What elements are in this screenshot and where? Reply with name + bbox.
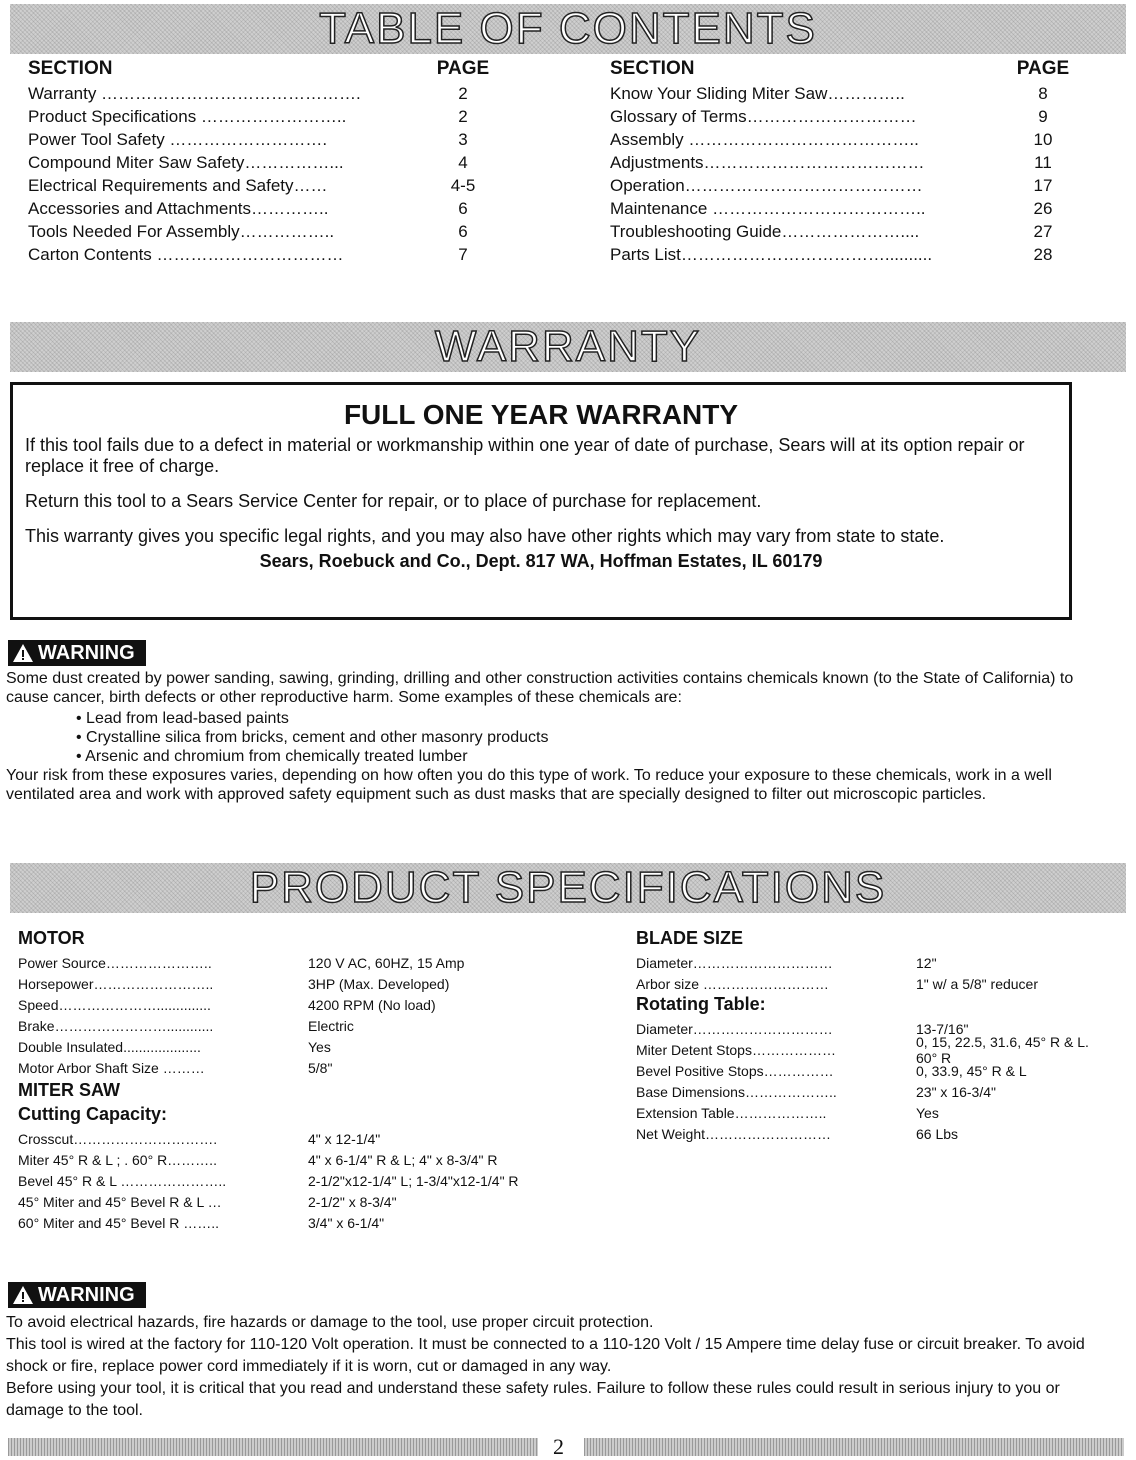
spec-row bbox=[18, 973, 578, 994]
warning-badge bbox=[8, 1282, 146, 1308]
toc-page-number: 8 bbox=[1038, 83, 1048, 103]
spec-label: 45° Miter and 45° Bevel R & L … bbox=[18, 1193, 222, 1210]
toc-row bbox=[28, 197, 498, 220]
spec-label: Miter 45° R & L ; . 60° R……….. bbox=[18, 1151, 217, 1168]
warning-2-line-3: Before using your tool, it is critical that you read and understand these safety rules. Failure to follow these rules could result in serious injury to you or damage to the tool. bbox=[6, 1380, 1060, 1419]
spec-label: Bevel Positive Stops…………… bbox=[636, 1062, 834, 1079]
toc-row bbox=[610, 105, 1080, 128]
toc-page-number: 2 bbox=[458, 106, 468, 126]
spec-value: 23" x 16-3/4" bbox=[916, 1083, 996, 1100]
toc-section-label: Maintenance ……………………………….. bbox=[610, 198, 926, 218]
toc-section-label: Know Your Sliding Miter Saw………….. bbox=[610, 83, 905, 103]
toc-row bbox=[610, 243, 1080, 266]
spec-row bbox=[18, 1036, 578, 1057]
spec-label: Speed………………….............. bbox=[18, 996, 211, 1013]
spec-value: 13-7/16" bbox=[916, 1020, 969, 1037]
toc-section-label: Accessories and Attachments………….. bbox=[28, 198, 329, 218]
spec-label: Extension Table……………….. bbox=[636, 1104, 827, 1121]
toc-page-number: 26 bbox=[1033, 198, 1053, 218]
toc-row bbox=[28, 243, 498, 266]
spec-label: Arbor size ……………………… bbox=[636, 975, 829, 992]
warranty-box bbox=[10, 382, 1072, 620]
warranty-paragraph-1: If this tool fails due to a defect in material or workmanship within one year of date of purchase, Sears will at its option repair or replace it free of charge. bbox=[25, 435, 1025, 476]
toc-page-number: 4 bbox=[458, 152, 468, 172]
warning-triangle-icon bbox=[12, 1285, 34, 1305]
toc-section-label: Glossary of Terms………………………… bbox=[610, 106, 917, 126]
warning-2-line-2: This tool is wired at the factory for 110-120 Volt operation. It must be connected to a 110-120 Volt / 15 Ampere time delay fuse or circuit breaker. To avoid shock or fire, replace power cord immediately if it is worn, cut or damaged in any way. bbox=[6, 1336, 1085, 1375]
spec-value: 5/8" bbox=[308, 1059, 333, 1076]
list-item: • Lead from lead-based paints bbox=[76, 709, 1106, 728]
blade-size-heading: BLADE SIZE bbox=[636, 928, 744, 948]
toc-page-number: 6 bbox=[458, 221, 468, 241]
footer-bar-right bbox=[584, 1438, 1124, 1456]
spec-label: Brake……………………............ bbox=[18, 1017, 214, 1034]
spec-row bbox=[18, 994, 578, 1015]
toc-page-number: 6 bbox=[458, 198, 468, 218]
toc-page-number: 4-5 bbox=[450, 175, 476, 195]
toc-section-label: Assembly ………………………………….. bbox=[610, 129, 919, 149]
spec-row bbox=[636, 973, 1096, 994]
list-item: • Crystalline silica from bricks, cement and other masonry products bbox=[76, 728, 1106, 747]
toc-row bbox=[28, 151, 498, 174]
warranty-paragraph-2: Return this tool to a Sears Service Center for repair, or to place of purchase for replacement. bbox=[25, 491, 762, 511]
spec-value: 2-1/2"x12-1/4" L; 1-3/4"x12-1/4" R bbox=[308, 1172, 519, 1189]
spec-row bbox=[636, 1033, 1096, 1066]
spec-value: 3HP (Max. Developed) bbox=[308, 975, 450, 992]
toc-row bbox=[610, 128, 1080, 151]
toc-section-label: Operation…………………………………… bbox=[610, 175, 923, 195]
cutting-capacity-heading: Cutting Capacity: bbox=[18, 1104, 168, 1124]
spec-value: 4200 RPM (No load) bbox=[308, 996, 436, 1013]
toc-row bbox=[610, 151, 1080, 174]
spec-label: Crosscut…………………………. bbox=[18, 1130, 218, 1147]
toc-row bbox=[28, 128, 498, 151]
toc-page-header: PAGE bbox=[436, 58, 490, 79]
toc-title: TABLE OF CONTENTS bbox=[319, 4, 817, 53]
warranty-paragraph-3: This warranty gives you specific legal rights, and you may also have other rights which may vary from state to state. bbox=[25, 526, 945, 546]
toc-section-label: Compound Miter Saw Safety……………... bbox=[28, 152, 344, 172]
list-item: • Arsenic and chromium from chemically treated lumber bbox=[76, 747, 1106, 766]
spec-value: Yes bbox=[916, 1104, 939, 1121]
spec-row bbox=[18, 1212, 578, 1233]
warning-1-text bbox=[6, 669, 1106, 804]
spec-value: 1" w/ a 5/8" reducer bbox=[916, 975, 1039, 992]
toc-section-label: Power Tool Safety ………………………. bbox=[28, 129, 328, 149]
toc-page-number: 17 bbox=[1033, 175, 1053, 195]
warning-triangle-icon bbox=[12, 643, 34, 663]
toc-section-label: Tools Needed For Assembly…………….. bbox=[28, 221, 335, 241]
spec-label: Diameter………………………… bbox=[636, 954, 833, 971]
spec-row bbox=[636, 1102, 1096, 1123]
spec-label: Motor Arbor Shaft Size ……… bbox=[18, 1059, 205, 1076]
spec-value: 4" x 12-1/4" bbox=[308, 1130, 381, 1147]
spec-value: 0, 33.9, 45° R & L bbox=[916, 1062, 1027, 1079]
spec-row bbox=[636, 1081, 1096, 1102]
warning-2-line-1: To avoid electrical hazards, fire hazards or damage to the tool, use proper circuit protection. bbox=[6, 1314, 654, 1331]
toc-row bbox=[28, 82, 498, 105]
warning-2-text bbox=[6, 1312, 1106, 1422]
spec-label: Horsepower…………………….. bbox=[18, 975, 214, 992]
warning-1-intro: Some dust created by power sanding, sawing, grinding, drilling and other construction activities contains chemicals known (to the State of California) to cause cancer, birth defects or other reproductive harm. Some examples of these chemicals are: bbox=[6, 670, 1074, 706]
rotating-table-heading: Rotating Table: bbox=[636, 994, 766, 1014]
warning-1-bullets bbox=[6, 709, 1106, 766]
toc-right-header bbox=[610, 58, 1080, 82]
toc-section-label: Adjustments………………………………… bbox=[610, 152, 925, 172]
spec-row bbox=[18, 1149, 578, 1170]
toc-row bbox=[610, 174, 1080, 197]
specs-right-column bbox=[636, 928, 1096, 1144]
warranty-banner bbox=[10, 322, 1126, 372]
toc-page-number: 10 bbox=[1033, 129, 1053, 149]
spec-value: 120 V AC, 60HZ, 15 Amp bbox=[308, 954, 465, 971]
footer-bar-left bbox=[8, 1438, 538, 1456]
toc-page-number: 2 bbox=[458, 83, 468, 103]
toc-row bbox=[610, 82, 1080, 105]
spec-row bbox=[636, 1060, 1096, 1081]
toc-page-header: PAGE bbox=[1016, 58, 1070, 79]
page-number: 2 bbox=[553, 1434, 564, 1459]
toc-section-header: SECTION bbox=[610, 58, 695, 79]
miter-saw-heading: MITER SAW bbox=[18, 1080, 120, 1100]
motor-heading: MOTOR bbox=[18, 928, 85, 948]
toc-section-label: Parts List……………………………….......... bbox=[610, 244, 933, 264]
toc-right-column bbox=[610, 58, 1080, 266]
warranty-banner-title: WARRANTY bbox=[434, 322, 702, 371]
toc-row bbox=[28, 174, 498, 197]
spec-value: Electric bbox=[308, 1017, 354, 1034]
spec-value: 4" x 6-1/4" R & L; 4" x 8-3/4" R bbox=[308, 1151, 498, 1168]
spec-row bbox=[636, 1123, 1096, 1144]
specs-banner bbox=[10, 863, 1126, 913]
toc-left-header bbox=[28, 58, 498, 82]
toc-row bbox=[610, 197, 1080, 220]
spec-label: Miter Detent Stops……………… bbox=[636, 1041, 836, 1058]
toc-page-number: 7 bbox=[458, 244, 468, 264]
toc-page-number: 27 bbox=[1033, 221, 1053, 241]
spec-value: 0, 15, 22.5, 31.6, 45° R & L. 60° R bbox=[916, 1033, 1089, 1066]
spec-row bbox=[18, 1191, 578, 1212]
toc-row bbox=[28, 105, 498, 128]
warning-badge-label: WARNING bbox=[38, 641, 135, 664]
specs-banner-title: PRODUCT SPECIFICATIONS bbox=[249, 863, 887, 912]
spec-label: Bevel 45° R & L ………………….. bbox=[18, 1172, 227, 1189]
toc-page-number: 28 bbox=[1033, 244, 1053, 264]
spec-label: Diameter………………………… bbox=[636, 1020, 833, 1037]
spec-label: Double Insulated.................... bbox=[18, 1038, 201, 1055]
toc-section-label: Carton Contents …………………………… bbox=[28, 244, 344, 264]
toc-left-column bbox=[28, 58, 498, 266]
toc-section-label: Warranty ………………………………………. bbox=[28, 83, 361, 103]
toc-section-label: Electrical Requirements and Safety…… bbox=[28, 175, 328, 195]
spec-value: 3/4" x 6-1/4" bbox=[308, 1214, 385, 1231]
toc-row bbox=[610, 220, 1080, 243]
spec-row bbox=[18, 1057, 578, 1078]
warranty-address: Sears, Roebuck and Co., Dept. 817 WA, Hoffman Estates, IL 60179 bbox=[259, 551, 823, 571]
warranty-heading: FULL ONE YEAR WARRANTY bbox=[343, 399, 739, 430]
spec-row bbox=[18, 1015, 578, 1036]
toc-banner bbox=[10, 4, 1126, 54]
spec-label: Base Dimensions……………….. bbox=[636, 1083, 837, 1100]
spec-value: 66 Lbs bbox=[916, 1125, 959, 1142]
spec-value: 2-1/2" x 8-3/4" bbox=[308, 1193, 397, 1210]
spec-label: 60° Miter and 45° Bevel R …….. bbox=[18, 1214, 220, 1231]
spec-row bbox=[18, 1128, 578, 1149]
spec-row bbox=[636, 952, 1096, 973]
spec-value: 12" bbox=[916, 954, 937, 971]
toc-section-header: SECTION bbox=[28, 58, 113, 79]
toc-section-label: Troubleshooting Guide………………….... bbox=[610, 221, 920, 241]
toc-row bbox=[28, 220, 498, 243]
spec-value: Yes bbox=[308, 1038, 331, 1055]
spec-row bbox=[18, 952, 578, 973]
spec-row bbox=[18, 1170, 578, 1191]
toc-page-number: 3 bbox=[458, 129, 468, 149]
spec-label: Net Weight……………………… bbox=[636, 1125, 831, 1142]
toc-section-label: Product Specifications …………………….. bbox=[28, 106, 347, 126]
toc-page-number: 9 bbox=[1038, 106, 1048, 126]
spec-label: Power Source………………….. bbox=[18, 954, 212, 971]
warning-badge-label: WARNING bbox=[38, 1283, 135, 1306]
warning-badge bbox=[8, 640, 146, 666]
specs-left-column bbox=[18, 928, 578, 1233]
toc-page-number: 11 bbox=[1034, 152, 1052, 172]
warning-1-outro: Your risk from these exposures varies, depending on how often you do this type of work. To reduce your exposure to these chemicals, work in a well ventilated area and work with approved safety equipment such as dust masks that are specially designed to filter out microscopic particles. bbox=[6, 767, 1052, 803]
